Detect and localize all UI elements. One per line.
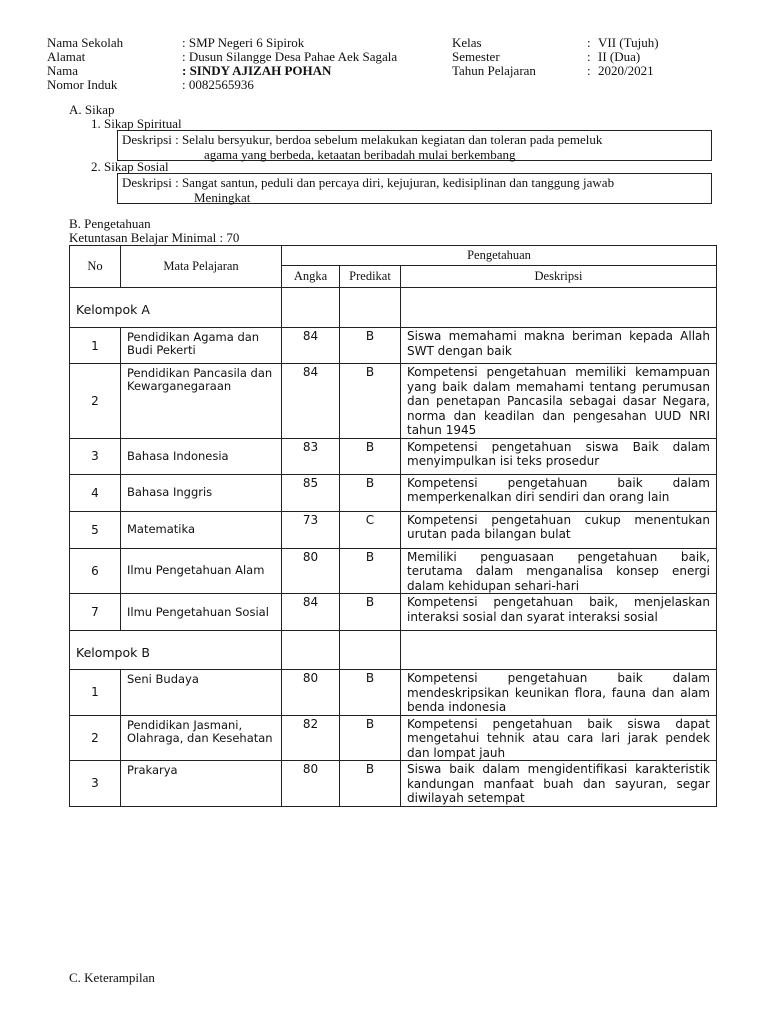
table-row bbox=[70, 364, 717, 439]
row-no: 1 bbox=[70, 328, 121, 364]
class-value: VII (Tujuh) bbox=[598, 35, 659, 50]
spiritual-description-line2: agama yang berbeda, ketaatan beribadah mulai berkembang bbox=[204, 147, 516, 162]
address-value: : Dusun Silangge Desa Pahae Aek Sagala bbox=[182, 49, 398, 64]
header-predikat: Predikat bbox=[340, 266, 401, 288]
row-subject: Pendidikan Jasmani, Olahraga, dan Kesehatan bbox=[121, 715, 282, 761]
row-subject: Pendidikan Agama dan Budi Pekerti bbox=[121, 328, 282, 364]
row-description: Kompetensi pengetahuan baik dalam memperkenalkan diri sendiri dan orang lain bbox=[401, 474, 717, 511]
social-description-box bbox=[117, 173, 712, 204]
address-label: Alamat bbox=[47, 49, 86, 64]
group-row-a bbox=[70, 288, 717, 328]
table-row bbox=[70, 328, 717, 364]
row-subject: Matematika bbox=[121, 511, 282, 548]
row-score: 80 bbox=[282, 548, 340, 594]
row-no: 4 bbox=[70, 474, 121, 511]
group-label: Kelompok A bbox=[70, 288, 282, 328]
header-mata-pelajaran: Mata Pelajaran bbox=[121, 246, 282, 288]
row-subject: Bahasa Inggris bbox=[121, 474, 282, 511]
row-score: 84 bbox=[282, 594, 340, 631]
school-value: : SMP Negeri 6 Sipirok bbox=[182, 35, 305, 50]
row-predicate: B bbox=[340, 761, 401, 807]
row-description: Kompetensi pengetahuan memiliki kemampuan yang baik dalam memahami tentang perumusan dan penetapan Pancasila sebagai dasar Negara, norma dan keadilan dan pengesahan UUD NRI tahun 1945 bbox=[401, 364, 717, 439]
table-row bbox=[70, 715, 717, 761]
row-description: Kompetensi pengetahuan cukup menentukan urutan pada bilangan bulat bbox=[401, 511, 717, 548]
row-description: Siswa baik dalam mengidentifikasi karakteristik kandungan manfaat buah dan sayuran, segar diwilayah setempat bbox=[401, 761, 717, 807]
row-subject: Pendidikan Pancasila dan Kewarganegaraan bbox=[121, 364, 282, 439]
row-predicate: B bbox=[340, 548, 401, 594]
class-label: Kelas bbox=[452, 35, 482, 50]
table-row bbox=[70, 438, 717, 474]
class-colon: : bbox=[587, 35, 591, 50]
spiritual-description-line1: Deskripsi : Selalu bersyukur, berdoa sebelum melakukan kegiatan dan toleran pada pemeluk bbox=[122, 132, 603, 147]
row-no: 7 bbox=[70, 594, 121, 631]
school-label: Nama Sekolah bbox=[47, 35, 124, 50]
name-label: Nama bbox=[47, 63, 79, 78]
row-score: 83 bbox=[282, 438, 340, 474]
social-title: 2. Sikap Sosial bbox=[91, 159, 169, 174]
row-no: 3 bbox=[70, 761, 121, 807]
row-no: 6 bbox=[70, 548, 121, 594]
student-id-label: Nomor Induk bbox=[47, 77, 118, 92]
semester-value: II (Dua) bbox=[598, 49, 641, 64]
header-angka: Angka bbox=[282, 266, 340, 288]
section-b-heading: B. Pengetahuan bbox=[69, 216, 151, 231]
row-predicate: B bbox=[340, 364, 401, 439]
kkm-label: Ketuntasan Belajar Minimal : 70 bbox=[69, 230, 240, 245]
group-row-b bbox=[70, 631, 717, 670]
row-subject: Ilmu Pengetahuan Sosial bbox=[121, 594, 282, 631]
row-score: 82 bbox=[282, 715, 340, 761]
table-row bbox=[70, 511, 717, 548]
social-description-line1: Deskripsi : Sangat santun, peduli dan percaya diri, kejujuran, kedisiplinan dan tanggung jawab bbox=[122, 175, 615, 190]
row-subject: Bahasa Indonesia bbox=[121, 438, 282, 474]
row-predicate: B bbox=[340, 715, 401, 761]
row-score: 85 bbox=[282, 474, 340, 511]
row-description: Kompetensi pengetahuan baik siswa dapat mengetahui tehnik atau cara lari jarak pendek dan lompat jauh bbox=[401, 715, 717, 761]
section-c-heading: C. Keterampilan bbox=[69, 970, 155, 985]
table-row bbox=[70, 761, 717, 807]
row-no: 3 bbox=[70, 438, 121, 474]
row-predicate: B bbox=[340, 438, 401, 474]
row-no: 2 bbox=[70, 364, 121, 439]
row-predicate: C bbox=[340, 511, 401, 548]
row-no: 5 bbox=[70, 511, 121, 548]
social-description-line2: Meningkat bbox=[194, 190, 251, 205]
group-label: Kelompok B bbox=[70, 631, 282, 670]
row-no: 1 bbox=[70, 670, 121, 716]
row-predicate: B bbox=[340, 670, 401, 716]
spiritual-title: 1. Sikap Spiritual bbox=[91, 116, 182, 131]
row-predicate: B bbox=[340, 328, 401, 364]
header-deskripsi: Deskripsi bbox=[401, 266, 717, 288]
row-description: Siswa memahami makna beriman kepada Allah SWT dengan baik bbox=[401, 328, 717, 364]
row-score: 84 bbox=[282, 364, 340, 439]
row-subject: Prakarya bbox=[121, 761, 282, 807]
academic-year-colon: : bbox=[587, 63, 591, 78]
row-subject: Seni Budaya bbox=[121, 670, 282, 716]
table-row bbox=[70, 670, 717, 716]
semester-label: Semester bbox=[452, 49, 500, 64]
row-score: 80 bbox=[282, 761, 340, 807]
table-row bbox=[70, 594, 717, 631]
row-score: 80 bbox=[282, 670, 340, 716]
header-pengetahuan: Pengetahuan bbox=[282, 246, 717, 266]
table-row bbox=[70, 474, 717, 511]
table-row bbox=[70, 548, 717, 594]
row-no: 2 bbox=[70, 715, 121, 761]
name-value: : SINDY AJIZAH POHAN bbox=[182, 63, 332, 78]
header-no: No bbox=[70, 246, 121, 288]
row-predicate: B bbox=[340, 474, 401, 511]
row-description: Kompetensi pengetahuan baik dalam mendeskripsikan keunikan flora, fauna dan alam benda indonesia bbox=[401, 670, 717, 716]
knowledge-grades-table bbox=[69, 245, 717, 807]
student-id-value: : 0082565936 bbox=[182, 77, 254, 92]
row-predicate: B bbox=[340, 594, 401, 631]
row-description: Memiliki penguasaan pengetahuan baik, terutama dalam menganalisa konsep energi dalam kehidupan sehari-hari bbox=[401, 548, 717, 594]
row-description: Kompetensi pengetahuan siswa Baik dalam menyimpulkan isi teks prosedur bbox=[401, 438, 717, 474]
row-description: Kompetensi pengetahuan baik, menjelaskan interaksi sosial dan syarat interaksi sosial bbox=[401, 594, 717, 631]
semester-colon: : bbox=[587, 49, 591, 64]
row-subject: Ilmu Pengetahuan Alam bbox=[121, 548, 282, 594]
row-score: 73 bbox=[282, 511, 340, 548]
row-score: 84 bbox=[282, 328, 340, 364]
academic-year-value: 2020/2021 bbox=[598, 63, 654, 78]
table-header-row-1 bbox=[70, 246, 717, 266]
spiritual-description-box bbox=[117, 130, 712, 161]
academic-year-label: Tahun Pelajaran bbox=[452, 63, 536, 78]
section-a-heading: A. Sikap bbox=[69, 102, 115, 117]
